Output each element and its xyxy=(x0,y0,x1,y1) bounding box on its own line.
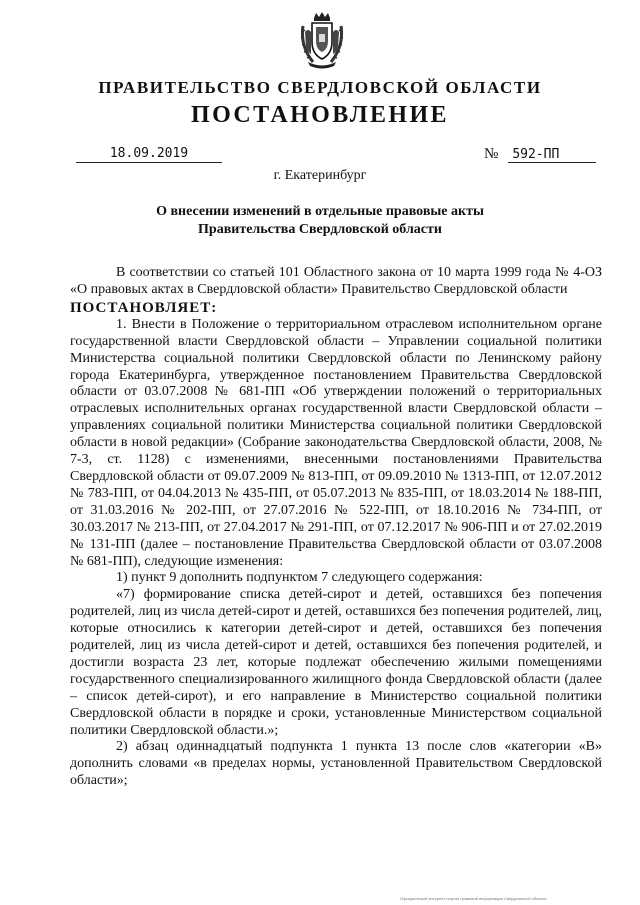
coat-of-arms-emblem xyxy=(299,12,345,70)
subject-line-2: Правительства Свердловской области xyxy=(198,222,442,237)
number-sign: № xyxy=(484,146,499,162)
preamble-paragraph: В соответствии со статьей 101 Областного закона от 10 марта 1999 года № 4-ОЗ «О правовых актах в Свердловской области» Правительство Свердловской области xyxy=(70,265,602,297)
subitem-2-paragraph: 2) абзац одиннадцатый подпункта 1 пункта 13 после слов «категории «В» дополнить словами «в пределах нормы, установленной Правительством Свердловской области»; xyxy=(70,739,602,789)
document-date: 18.09.2019 xyxy=(76,146,222,163)
document-number-field xyxy=(484,146,596,163)
subject-line-1: О внесении изменений в отдельные правовые акты xyxy=(156,204,484,219)
resolves-heading: ПОСТАНОВЛЯЕТ: xyxy=(70,299,218,316)
document-body xyxy=(70,265,602,790)
item-1-paragraph: 1. Внести в Положение о территориальном отраслевом исполнительном органе государственной власти Свердловской области – Управлении социальной политики Министерства социальной политики Свердловской области по Ленинскому району города Екатеринбурга, утвержденное постановлением Правительства Свердловской области от 03.07.2008 № 681-ПП «Об утверждении положений о территориальных отраслевых исполнительных органах государственной власти Свердловской области – управлениях социальной политики Министерства социальной политики Свердловской области в новой редакции» (Собрание законодательства Свердловской области, 2008, № 7-3, ст. 1128) с изменениями, внесенными постановлениями Правительства Свердловской области от 09.07.2009 № 813-ПП, от 09.09.2010 № 1313-ПП, от 12.07.2012 № 783-ПП, от 04.04.2013 № 435-ПП, от 05.07.2013 № 835-ПП, от 18.03.2014 № 188-ПП, от 31.03.2016 № 202-ПП, от 27.07.2016 № 522-ПП, от 18.10.2016 № 734-ПП, от 30.03.2017 № 213-ПП, от 27.04.2017 № 291-ПП, от 07.12.2017 № 906-ПП и от 27.02.2019 № 131-ПП (далее – постановление Правительства Свердловской области от 03.07.2008 № 681-ПП), следующие изменения: xyxy=(70,316,602,569)
authority-name: ПРАВИТЕЛЬСТВО СВЕРДЛОВСКОЙ ОБЛАСТИ xyxy=(98,78,542,97)
footer-note: Официальный интернет-портал правовой информации Свердловской области xyxy=(400,896,547,901)
document-type-title: ПОСТАНОВЛЕНИЕ xyxy=(191,102,449,128)
document-number: 592-ПП xyxy=(508,147,596,163)
document-subject xyxy=(0,203,640,239)
city-line: г. Екатеринбург xyxy=(273,168,367,183)
subitem-1-paragraph: 1) пункт 9 дополнить подпунктом 7 следующего содержания: xyxy=(116,570,483,586)
quoted-subitem-7-paragraph: «7) формирование списка детей-сирот и детей, оставшихся без попечения родителей, лиц из числа детей-сирот и детей, оставшихся без попечения родителей, лиц, которые относились к категории детей-сирот и детей, оставшихся без попечения родителей, лиц из числа детей-сирот и детей, оставшихся без попечения родителей, и достигли возраста 23 лет, которые подлежат обеспечению жилыми помещениями государственного специализированного жилищного фонда Свердловской области (далее – список детей-сирот), и его направление в Министерство социальной политики Свердловской области в порядке и сроки, установленные Министерством социальной политики Свердловской области.»; xyxy=(70,587,602,738)
